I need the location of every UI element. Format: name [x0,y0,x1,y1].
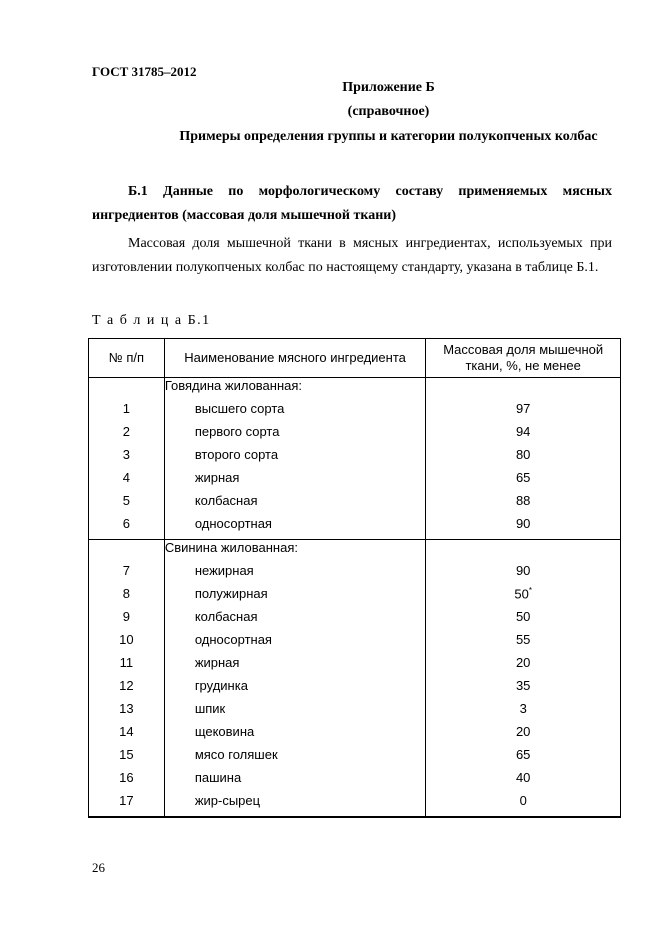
muscle-share-value [426,793,621,817]
ingredient-name: пашина [164,770,426,793]
muscle-share-value [426,447,621,470]
table-row [89,609,621,632]
muscle-share-value [426,678,621,701]
header-ingredient-name: Наименование мясного ингредиента [164,339,426,378]
appendix-title: Приложение Б [342,80,435,95]
muscle-share-value [426,401,621,424]
table-row [89,632,621,655]
table-row [89,724,621,747]
muscle-share-value [426,424,621,447]
footnote-mark: * [528,586,532,595]
row-number: 14 [89,724,165,747]
row-number: 13 [89,701,165,724]
ingredient-name: жирная [164,470,426,493]
group-value-cell [426,378,621,402]
intro-paragraph: Массовая доля мышечной ткани в мясных ингредиентах, используемых при изготовлении полукопченых колбас по настоящему стандарту, указана в таблице Б.1. [92,236,612,275]
appendix-type: (справочное) [347,104,430,119]
value-text: 55 [515,632,531,647]
table-body [89,378,621,818]
row-number: 11 [89,655,165,678]
row-number: 5 [89,493,165,516]
group-number-cell [89,378,165,402]
muscle-share-value [426,632,621,655]
ingredient-name: жирная [164,655,426,678]
muscle-share-value [426,516,621,540]
table-row [89,586,621,609]
table-group-row [89,540,621,564]
page-number: 26 [92,860,105,875]
row-number: 7 [89,563,165,586]
row-number: 12 [89,678,165,701]
muscle-share-value [426,655,621,678]
ingredient-name: грудинка [164,678,426,701]
value-text: 88 [515,493,531,508]
muscle-share-value [426,747,621,770]
value-text: 20 [515,724,531,739]
ingredient-name: колбасная [164,609,426,632]
value-text: 97 [515,401,531,416]
ingredient-name: высшего сорта [164,401,426,424]
row-number: 4 [89,470,165,493]
row-number: 1 [89,401,165,424]
table-group-row [89,378,621,402]
section-heading: Б.1 Данные по морфологическому составу применяемых мясных ингредиентов (массовая доля мышечной ткани) [92,184,612,223]
muscle-share-value [426,493,621,516]
value-text: 20 [515,655,531,670]
group-value-cell [426,540,621,564]
value-text: 65 [515,470,531,485]
ingredient-name: мясо голяшек [164,747,426,770]
ingredient-name: второго сорта [164,447,426,470]
value-text: 65 [515,747,531,762]
ingredient-name: первого сорта [164,424,426,447]
row-number: 10 [89,632,165,655]
table-row [89,563,621,586]
row-number: 3 [89,447,165,470]
row-number: 15 [89,747,165,770]
muscle-share-value [426,770,621,793]
table-row [89,516,621,540]
muscle-share-value [426,586,621,609]
ingredient-name: односортная [164,632,426,655]
value-text: 0 [519,793,527,808]
muscle-share-value [426,563,621,586]
group-title: Говядина жилованная: [164,378,426,402]
table-row [89,747,621,770]
value-text: 90 [515,516,531,531]
ingredient-name: односортная [164,516,426,540]
document-code: ГОСТ 31785–2012 [92,64,197,79]
value-text: 50 [515,609,531,624]
value-text: 90 [515,563,531,578]
muscle-share-value [426,724,621,747]
group-title: Свинина жилованная: [164,540,426,564]
row-number: 8 [89,586,165,609]
value-text: 50 [514,586,529,602]
header-muscle-share: Массовая доля мышечной ткани, %, не менее [426,339,621,378]
table-row [89,793,621,817]
muscle-share-value [426,701,621,724]
row-number: 9 [89,609,165,632]
ingredient-name: шпик [164,701,426,724]
table-row [89,678,621,701]
muscle-share-value [426,470,621,493]
ingredient-name: щековина [164,724,426,747]
value-text: 94 [515,424,531,439]
table-row [89,424,621,447]
group-number-cell [89,540,165,564]
value-text: 3 [519,701,527,716]
table-row [89,470,621,493]
ingredient-name: жир-сырец [164,793,426,817]
value-text: 35 [515,678,531,693]
table-caption: Т а б л и ц а Б.1 [92,313,211,328]
ingredient-name: нежирная [164,563,426,586]
table-row [89,401,621,424]
ingredient-name: колбасная [164,493,426,516]
table-row [89,770,621,793]
header-number: № п/п [89,339,165,378]
row-number: 17 [89,793,165,817]
examples-title: Примеры определения группы и категории полукопченых колбас [179,129,598,144]
value-text: 40 [515,770,531,785]
table-header-row [89,339,621,378]
table-row [89,701,621,724]
value-text: 80 [515,447,531,462]
row-number: 16 [89,770,165,793]
table-row [89,447,621,470]
ingredient-name: полужирная [164,586,426,609]
ingredients-table [88,338,621,818]
table-row [89,655,621,678]
table-row [89,493,621,516]
row-number: 6 [89,516,165,540]
row-number: 2 [89,424,165,447]
muscle-share-value [426,609,621,632]
